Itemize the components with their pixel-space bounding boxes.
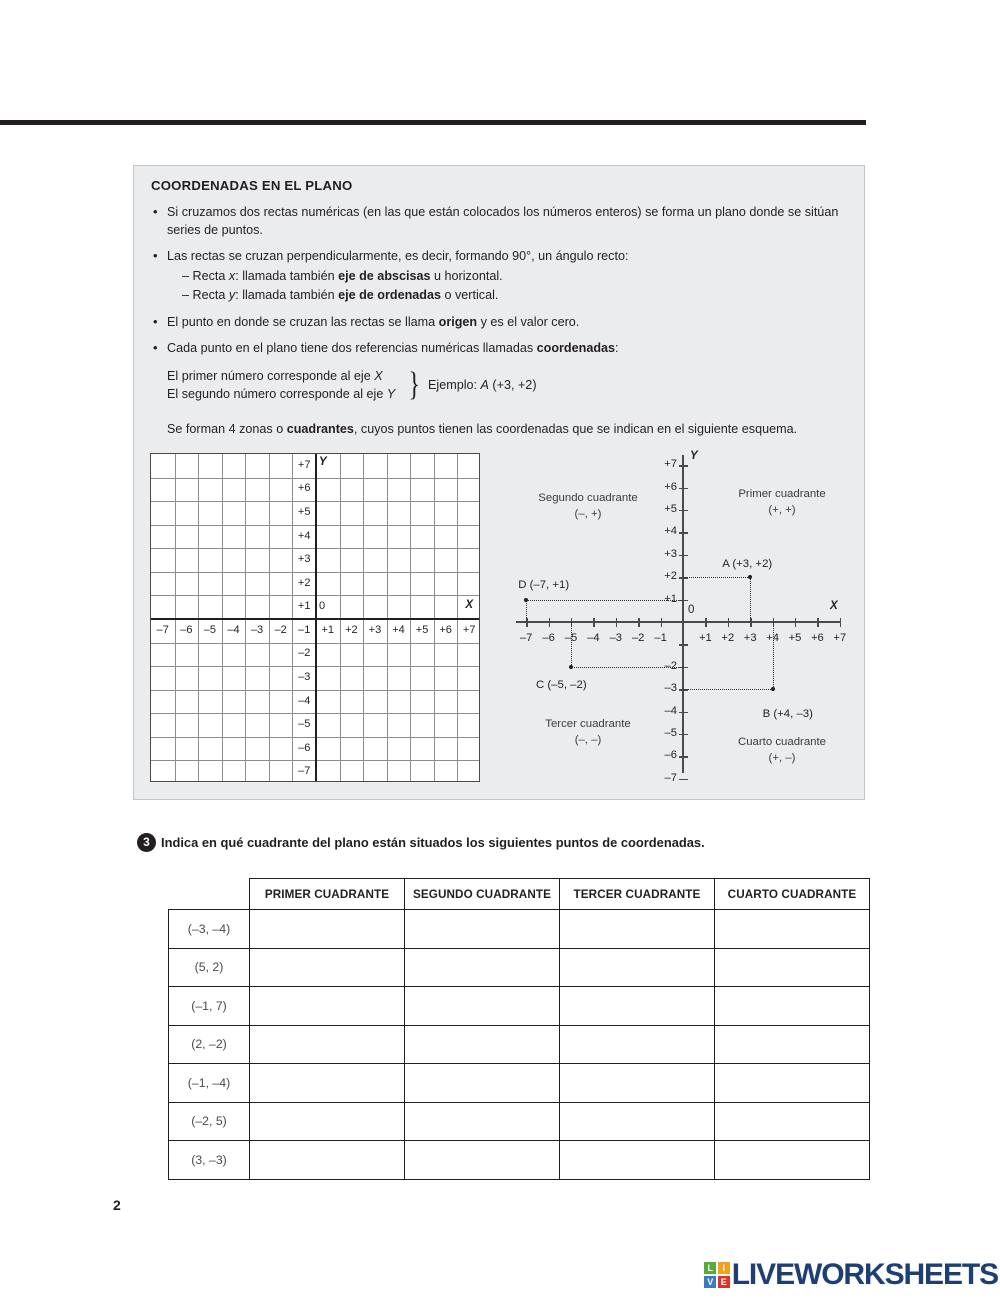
annotation-signs: (+, +): [768, 504, 796, 516]
y-axis-tick: [679, 644, 688, 645]
subline-x-var: x: [228, 268, 236, 283]
subline-y-var: y: [228, 288, 236, 302]
answer-cell-q3[interactable]: [560, 1102, 715, 1141]
quadrant-answer-table: [168, 878, 870, 1180]
y-axis-tick-label: +5: [664, 503, 677, 515]
answer-cell-q4[interactable]: [715, 1064, 870, 1103]
point-guide-vertical: [526, 600, 527, 622]
y-axis-tick-label: +7: [664, 458, 677, 471]
theory-bullet-1-text: Si cruzamos dos rectas numéricas (en las que están colocados los números enteros) se forma un plano donde se sitúan series de puntos.: [167, 205, 839, 237]
grid-x-axis-name: X: [465, 599, 474, 612]
page-number: 2: [113, 1197, 121, 1213]
theory-bullet-4-bold: coordenadas: [536, 341, 616, 355]
x-axis-label: X: [830, 600, 838, 612]
answer-cell-q3[interactable]: [560, 987, 715, 1026]
answer-cell-q4[interactable]: [715, 910, 870, 949]
x-axis-tick: [840, 618, 841, 627]
x-axis-tick-label: –1: [654, 632, 667, 644]
quadrants-intro-pre: Se forman 4 zonas o: [167, 421, 287, 436]
grid-y-tick-label: –2: [298, 647, 311, 660]
answer-cell-q4[interactable]: [715, 1025, 870, 1064]
example-label: Ejemplo:: [428, 377, 481, 392]
answer-cell-q1[interactable]: [250, 1141, 405, 1180]
point-guide-horizontal: [683, 689, 773, 690]
quadrants-intro-bold: cuadrantes: [286, 421, 354, 436]
annotation-signs: (+, –): [768, 752, 796, 764]
corr-x-axis: X: [374, 368, 383, 383]
answer-cell-q4[interactable]: [715, 1102, 870, 1141]
quadrants-intro: [151, 421, 850, 439]
x-axis-tick: [593, 618, 594, 627]
theory-bullet-4-post: :: [615, 341, 619, 355]
grid-y-tick-label: +7: [297, 458, 311, 471]
y-axis-tick: [679, 712, 688, 713]
grid-y-tick-label: +5: [297, 505, 311, 518]
grid-x-tick-label: –7: [156, 623, 169, 636]
annotation-title: Tercer cuadrante: [545, 718, 631, 730]
example-text: [428, 376, 537, 395]
annotation-cuarto-cuadrante: [717, 734, 847, 766]
data-point-label-d: D (–7, +1): [518, 578, 570, 591]
subline-x-pre: – Recta: [182, 268, 229, 283]
answer-cell-q1[interactable]: [250, 1064, 405, 1103]
answer-cell-q1[interactable]: [250, 1025, 405, 1064]
point-guide-horizontal: [571, 667, 683, 668]
x-axis-tick-label: +1: [699, 632, 712, 644]
logo-letter-squares: [704, 1262, 730, 1288]
y-axis-tick: [679, 510, 688, 511]
y-axis-tick-label: +1: [664, 592, 677, 605]
origin-label: 0: [688, 604, 695, 616]
correspondence-lines: [167, 367, 395, 404]
x-axis-tick-label: –4: [587, 632, 600, 644]
x-axis-tick: [638, 618, 639, 627]
answer-cell-q3[interactable]: [560, 1141, 715, 1180]
grid-y-tick-label: –5: [298, 718, 311, 731]
annotation-segundo-cuadrante: [523, 490, 653, 522]
theory-bullet-2: [151, 248, 850, 305]
y-axis-tick-label: –2: [664, 659, 677, 672]
x-axis-tick: [616, 618, 617, 627]
subline-x-bold: eje de abscisas: [338, 268, 431, 283]
x-axis-tick-label: –5: [564, 632, 578, 644]
table-row: [169, 1064, 870, 1103]
grid-x-tick-label: –6: [180, 623, 193, 636]
y-axis-tick-label: +2: [664, 570, 677, 583]
liveworksheets-logo: [704, 1258, 998, 1292]
y-axis-tick: [679, 756, 688, 757]
column-header-cuarto: CUARTO CUADRANTE: [715, 879, 870, 910]
grid-y-tick-label: +6: [297, 482, 311, 495]
y-axis-tick: [679, 779, 688, 780]
curly-brace-icon: }: [408, 365, 420, 403]
point-guide-horizontal: [526, 600, 683, 601]
grid-y-tick-label: +4: [297, 529, 311, 542]
answer-cell-q2[interactable]: [405, 1102, 560, 1141]
subline-y-bold: eje de ordenadas: [338, 288, 441, 302]
x-axis-tick: [705, 618, 706, 627]
theory-bullet-4-pre: Cada punto en el plano tiene dos referencias numéricas llamadas: [167, 341, 537, 355]
grid-x-tick-label: –3: [250, 623, 264, 636]
answer-cell-q2[interactable]: [405, 948, 560, 987]
x-axis-line: [516, 621, 840, 623]
answer-cell-q4[interactable]: [715, 1141, 870, 1180]
logo-square-v: V: [704, 1276, 716, 1288]
table-header-row: [169, 879, 870, 910]
grid-x-tick-label: +5: [415, 623, 429, 636]
data-point-a: [748, 575, 752, 579]
y-axis-tick: [679, 734, 688, 735]
x-axis-tick-label: +3: [743, 632, 757, 644]
grid-y-tick-label: +2: [297, 576, 311, 589]
data-point-label-a: A (+3, +2): [722, 558, 773, 571]
grid-x-tick-label: –4: [227, 623, 240, 636]
answer-cell-q3[interactable]: [560, 948, 715, 987]
annotation-title: Primer cuadrante: [738, 488, 826, 500]
correspondence-block: [151, 367, 850, 407]
coordinate-cell: (2, –2): [169, 1025, 250, 1064]
grid-origin-label: 0: [319, 600, 326, 613]
table-row: [169, 1141, 870, 1180]
annotation-signs: (–, +): [574, 508, 602, 520]
theory-title: COORDENADAS EN EL PLANO: [151, 178, 353, 193]
grid-y-tick-label: –3: [298, 670, 311, 683]
theory-bullet-3: [151, 314, 850, 332]
annotation-tercer-cuadrante: [523, 716, 653, 748]
data-point-c: [569, 665, 573, 669]
y-axis-tick-label: +3: [664, 547, 677, 560]
grid-y-tick-label: –4: [298, 694, 311, 707]
point-guide-horizontal: [683, 577, 750, 578]
subline-y-mid: : llamada también: [235, 288, 339, 302]
theory-bullet-3-bold: origen: [438, 314, 478, 329]
x-axis-tick-label: +6: [811, 632, 824, 644]
x-axis-tick-label: –2: [631, 632, 645, 644]
y-axis-line: [682, 455, 684, 773]
header-rule: [0, 120, 866, 125]
answer-cell-q3[interactable]: [560, 910, 715, 949]
grid-y-tick-label: –7: [298, 765, 311, 778]
table-row: [169, 948, 870, 987]
subline-x-mid: : llamada también: [235, 268, 339, 283]
data-point-label-b: B (+4, –3): [762, 708, 813, 721]
x-axis-tick: [728, 618, 729, 627]
theory-bullet-2-text: Las rectas se cruzan perpendicularmente, es decir, formando 90°, un ángulo recto:: [167, 249, 629, 263]
x-axis-tick: [817, 618, 818, 627]
answer-cell-q3[interactable]: [560, 1025, 715, 1064]
grid-x-tick-label: –2: [274, 623, 287, 636]
logo-square-l: L: [704, 1262, 716, 1274]
annotation-signs: (–, –): [574, 734, 602, 746]
point-guide-vertical: [571, 622, 572, 667]
logo-square-e: E: [718, 1276, 730, 1288]
theory-bullet-list: [151, 204, 850, 358]
exercise-heading: [137, 832, 877, 856]
exercise-statement: Indica en qué cuadrante del plano están situados los siguientes puntos de coordenadas.: [161, 835, 705, 850]
grid-x-tick-label: –5: [203, 623, 217, 636]
example-point-coords: (+3, +2): [488, 377, 537, 392]
grid-x-tick-label: +4: [392, 623, 405, 636]
answer-cell-q1[interactable]: [250, 1102, 405, 1141]
answer-cell-q2[interactable]: [405, 1025, 560, 1064]
theory-bullet-3-pre: El punto en donde se cruzan las rectas se llama: [167, 314, 439, 329]
subline-x-post: u horizontal.: [430, 268, 503, 283]
subline-y-pre: – Recta: [182, 288, 229, 302]
x-axis-tick-label: –7: [519, 632, 533, 644]
answer-cell-q1[interactable]: [250, 948, 405, 987]
correspondence-line-y: [167, 385, 395, 404]
grid-x-tick-label: +1: [321, 623, 335, 636]
y-axis-tick-label: –4: [664, 704, 677, 717]
coordinate-cell: (–1, 7): [169, 987, 250, 1026]
y-axis-tick: [679, 488, 688, 489]
table-corner-cell: [169, 879, 250, 910]
data-point-b: [771, 687, 775, 691]
column-header-segundo: SEGUNDO CUADRANTE: [405, 879, 560, 910]
answer-cell-q3[interactable]: [560, 1064, 715, 1103]
data-point-d: [524, 598, 528, 602]
x-axis-tick: [661, 618, 662, 627]
annotation-title: Segundo cuadrante: [538, 492, 638, 504]
x-axis-tick-label: +4: [766, 632, 779, 644]
x-axis-tick: [795, 618, 796, 627]
table-row: [169, 987, 870, 1026]
y-axis-tick-label: +6: [664, 480, 677, 493]
coordinate-cell: (–2, 5): [169, 1102, 250, 1141]
table-row: [169, 910, 870, 949]
point-guide-vertical: [773, 622, 774, 689]
theory-subline-x: [167, 268, 850, 286]
y-axis-tick-label: –7: [664, 771, 677, 784]
answer-cell-q2[interactable]: [405, 1064, 560, 1103]
answer-cell-q4[interactable]: [715, 948, 870, 987]
y-axis-tick: [679, 465, 688, 466]
y-axis-tick-label: –5: [664, 727, 677, 739]
y-axis-tick-label: –3: [664, 682, 677, 695]
y-axis-tick: [679, 555, 688, 556]
logo-square-i: I: [718, 1262, 730, 1274]
logo-wordmark: LIVEWORKSHEETS: [731, 1258, 998, 1291]
corr-y-text: El segundo número corresponde al eje: [167, 387, 387, 401]
x-axis-tick-label: –6: [542, 632, 555, 644]
answer-cell-q4[interactable]: [715, 987, 870, 1026]
correspondence-line-x: [167, 367, 395, 386]
y-axis-tick-label: –6: [664, 749, 677, 762]
grid-y-tick-label: +1: [297, 600, 311, 613]
answer-cell-q2[interactable]: [405, 910, 560, 949]
x-axis-tick-label: +2: [721, 632, 735, 644]
theory-bullet-1: [151, 204, 850, 239]
x-axis-tick-label: +5: [788, 632, 802, 644]
annotation-title: Cuarto cuadrante: [737, 736, 827, 748]
answer-cell-q1[interactable]: [250, 910, 405, 949]
corr-y-axis: Y: [386, 387, 396, 401]
corr-x-text: El primer número corresponde al eje: [167, 368, 375, 383]
x-axis-tick-label: +7: [833, 632, 847, 644]
theory-subline-y: [167, 287, 850, 305]
point-guide-vertical: [750, 577, 751, 622]
answer-cell-q2[interactable]: [405, 987, 560, 1026]
quadrants-intro-post: , cuyos puntos tienen las coordenadas que se indican en el siguiente esquema.: [353, 421, 798, 436]
theory-bullet-4: [151, 340, 850, 358]
table-row: [169, 1025, 870, 1064]
grid-x-axis: [151, 618, 479, 620]
data-point-label-c: C (–5, –2): [536, 678, 587, 691]
exercise-number-badge: 3: [137, 833, 156, 852]
grid-y-tick-label: –6: [298, 741, 311, 754]
x-axis-tick: [549, 618, 550, 627]
subline-y-post: o vertical.: [441, 288, 499, 302]
coordinate-cell: (–1, –4): [169, 1064, 250, 1103]
y-axis-label: Y: [690, 450, 698, 462]
theory-bullet-3-post: y es el valor cero.: [477, 314, 580, 329]
annotation-primer-cuadrante: [717, 486, 847, 518]
answer-cell-q2[interactable]: [405, 1141, 560, 1180]
blank-coordinate-grid: [150, 453, 480, 782]
coordinate-cell: (–3, –4): [169, 910, 250, 949]
coordinate-cell: (3, –3): [169, 1141, 250, 1180]
grid-y-axis-name: Y: [319, 456, 327, 468]
coordinate-cell: (5, 2): [169, 948, 250, 987]
y-axis-tick: [679, 532, 688, 533]
answer-cell-q1[interactable]: [250, 987, 405, 1026]
x-axis-tick-label: –3: [609, 632, 623, 644]
table-row: [169, 1102, 870, 1141]
column-header-primer: PRIMER CUADRANTE: [250, 879, 405, 910]
column-header-tercer: TERCER CUADRANTE: [560, 879, 715, 910]
grid-y-tick-label: +3: [297, 553, 311, 566]
example-point-name: A: [480, 377, 489, 392]
grid-x-tick-label: +7: [462, 623, 476, 636]
grid-x-tick-label: +6: [439, 623, 452, 636]
y-axis-tick-label: +4: [664, 525, 677, 538]
grid-x-tick-label: +2: [345, 623, 358, 636]
grid-x-tick-label: –1: [298, 623, 311, 636]
grid-x-tick-label: +3: [368, 623, 382, 636]
quadrants-diagram: [505, 448, 855, 793]
